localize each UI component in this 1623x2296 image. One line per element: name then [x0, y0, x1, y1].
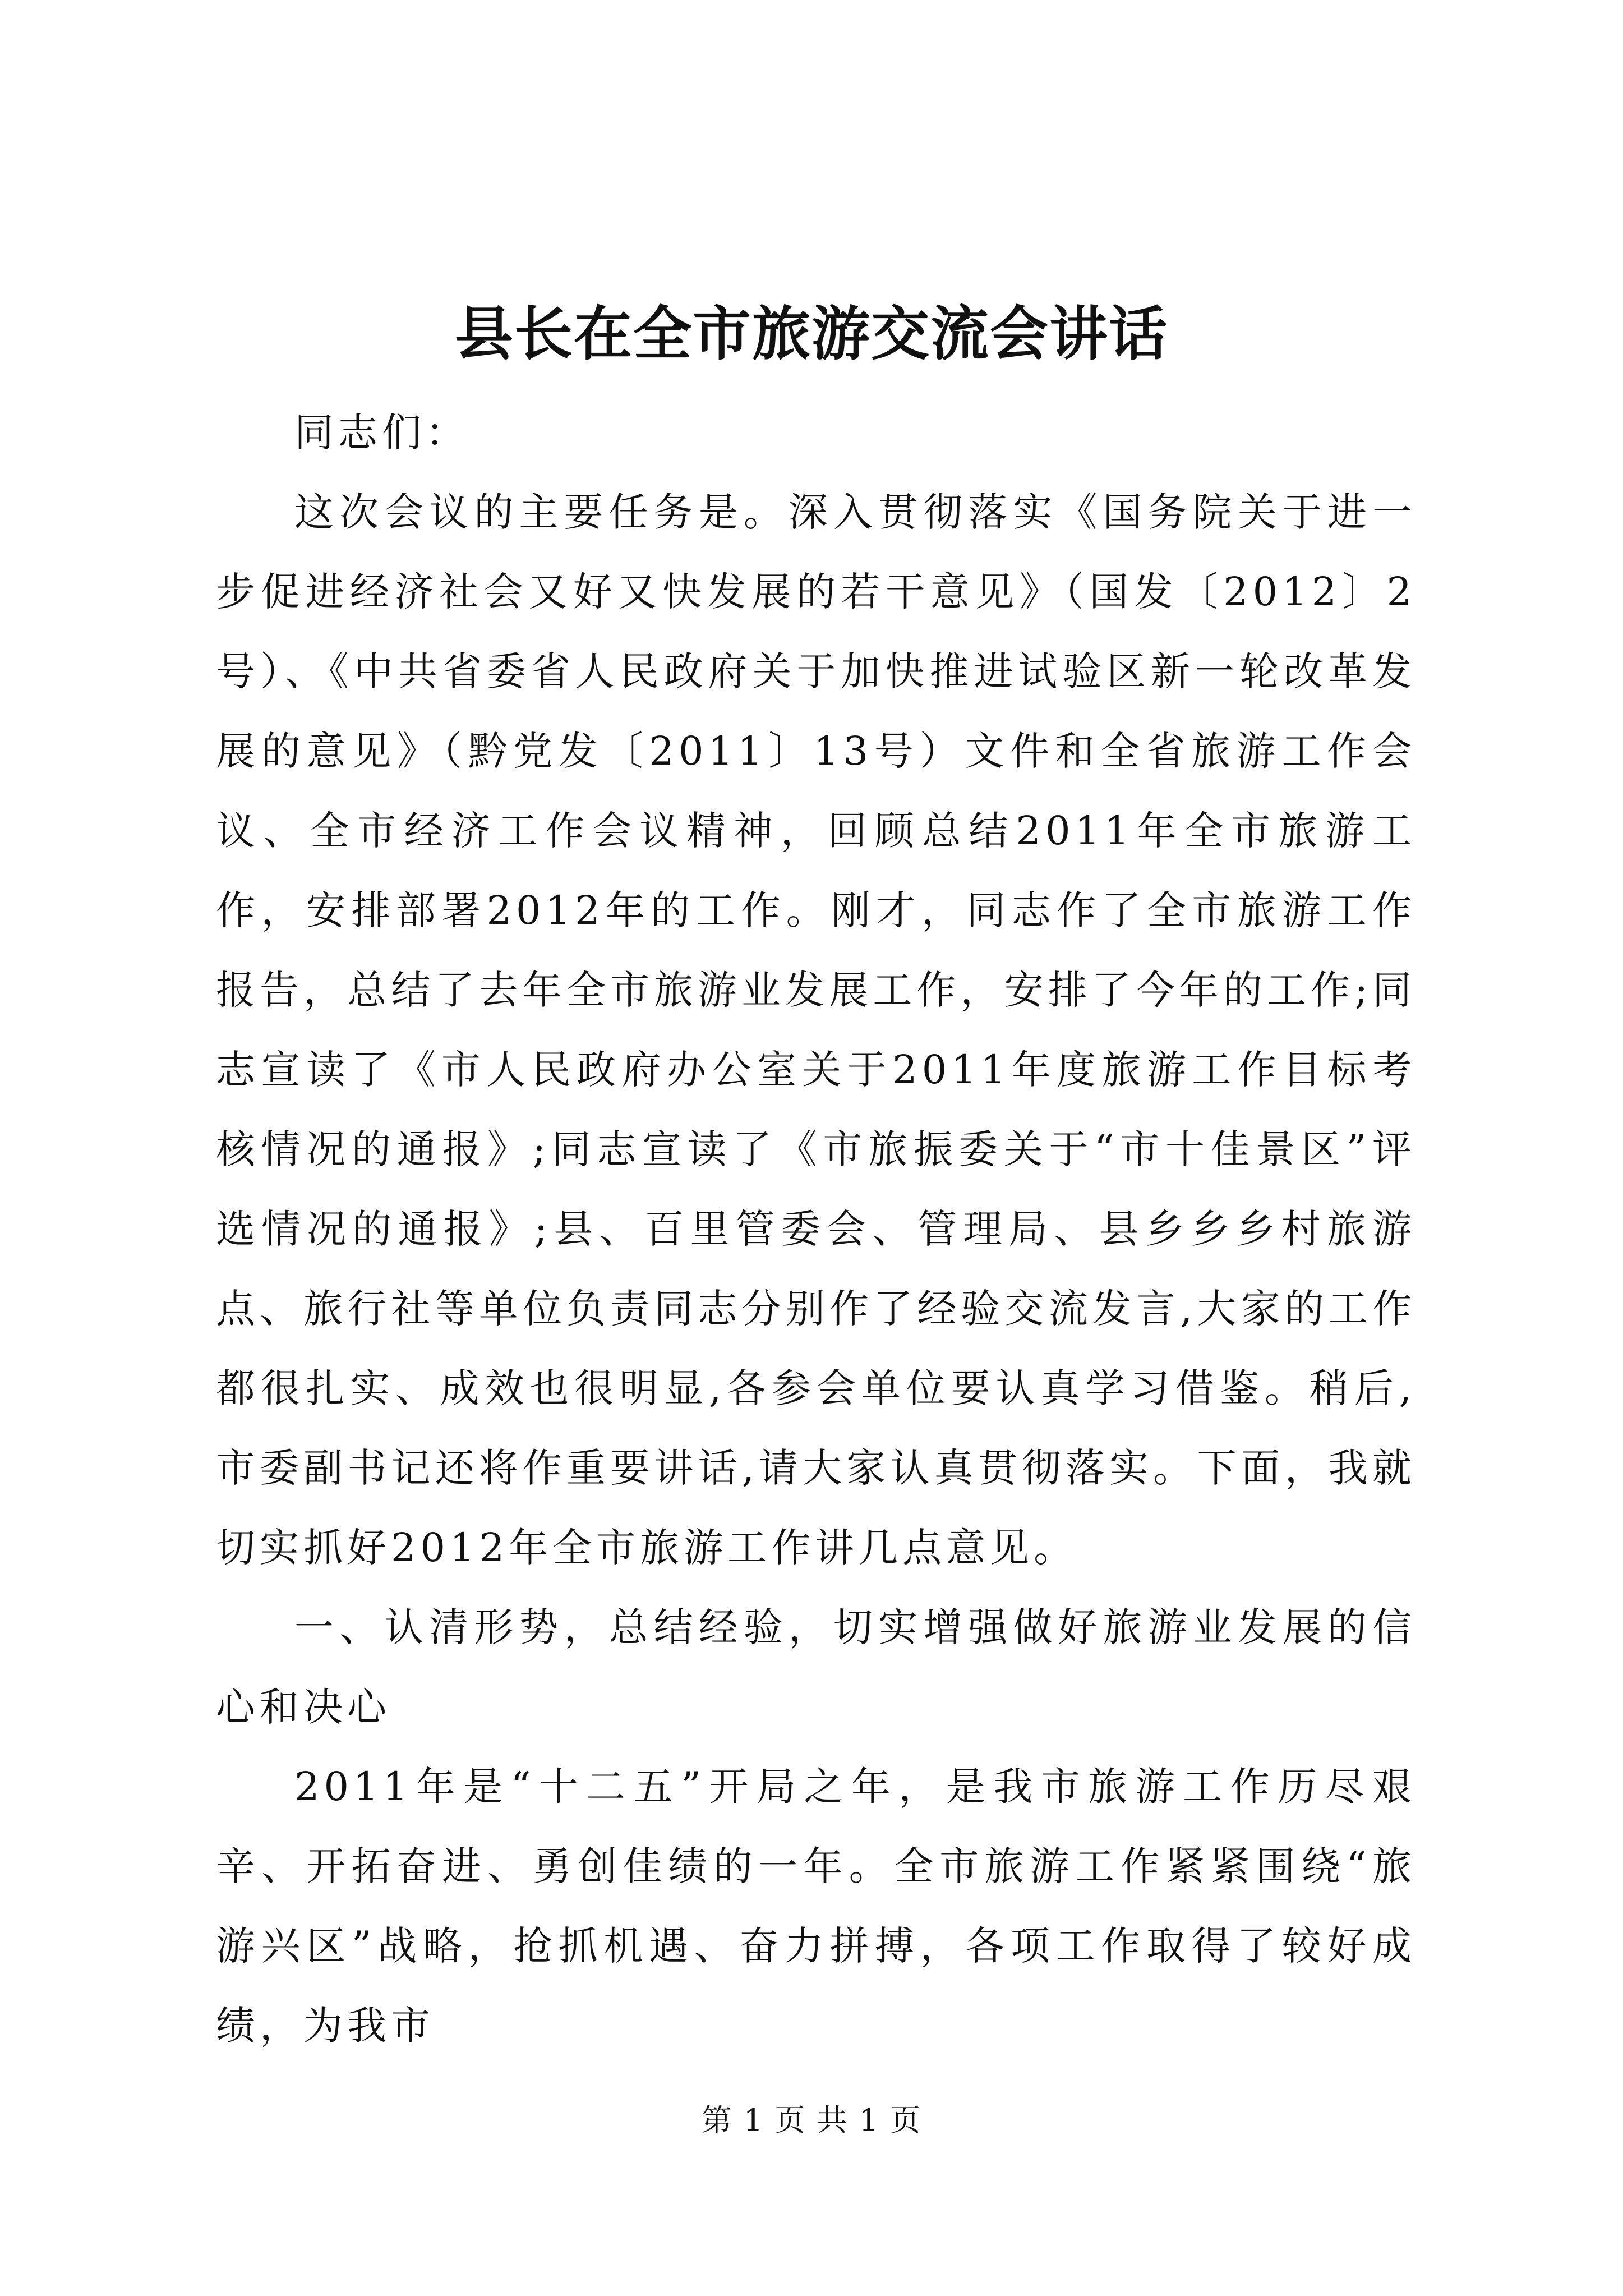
intro-paragraph: 这次会议的主要任务是。深入贯彻落实《国务院关于进一步促进经济社会又好又快发展的若干意见》（国发〔2012〕2号）、《中共省委省人民政府关于加快推进试验区新一轮改革发展的意见》（黔党发〔2011〕13号）文件和全省旅游工作会议、全市经济工作会议精神，回顾总结2011年全市旅游工作，安排部署2012年的工作。刚才，同志作了全市旅游工作报告，总结了去年全市旅游业发展工作，安排了今年的工作;同志宣读了《市人民政府办公室关于2011年度旅游工作目标考核情况的通报》;同志宣读了《市旅振委关于“市十佳景区”评选情况的通报》;县、百里管委会、管理局、县乡乡乡村旅游点、旅行社等单位负责同志分别作了经验交流发言,大家的工作都很扎实、成效也很明显,各参会单位要认真学习借鉴。稍后,市委副书记还将作重要讲话,请大家认真贯彻落实。下面，我就切实抓好2012年全市旅游工作讲几点意见。: [216, 489, 1416, 1571]
salutation-paragraph: 同志们：: [294, 409, 469, 455]
page-number-footer: 第 1 页 共 1 页: [701, 2102, 922, 2138]
document-title: 县长在全市旅游交流会讲话: [454, 299, 1168, 368]
document-body: [216, 393, 1416, 2065]
summary-paragraph: 2011年是“十二五”开局之年，是我市旅游工作历尽艰辛、开拓奋进、勇创佳绩的一年。全市旅游工作紧紧围绕“旅游兴区”战略，抢抓机遇、奋力拼搏，各项工作取得了较好成绩，为我市: [216, 1764, 1416, 2049]
section-heading-paragraph: 一、认清形势，总结经验，切实增强做好旅游业发展的信心和决心: [216, 1604, 1416, 1730]
